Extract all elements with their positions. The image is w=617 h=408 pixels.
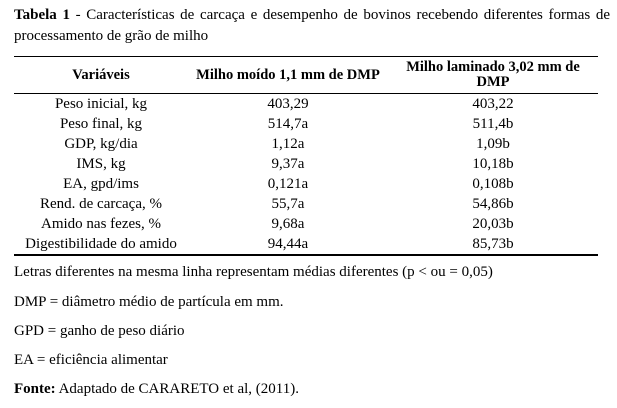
row-label: GDP, kg/dia [64, 136, 138, 152]
data-table [14, 56, 598, 256]
row-label: Peso inicial, kg [54, 96, 148, 112]
value-laminado: 10,18b [472, 156, 514, 172]
row-label: Peso final, kg [59, 116, 143, 132]
value-laminado: 403,22 [472, 96, 514, 112]
source-line [14, 379, 299, 399]
row-label: EA, gpd/ims [63, 176, 139, 192]
value-moido: 514,7a [267, 116, 309, 132]
value-laminado: 85,73b [472, 236, 514, 252]
value-moido: 0,121a [267, 176, 309, 192]
value-moido: 9,37a [271, 156, 305, 172]
source-text: Adaptado de CARARETO et al, (2011). [55, 381, 299, 397]
header-milho-moido: Milho moído 1,1 mm de DMP [196, 66, 380, 83]
value-moido: 9,68a [271, 216, 305, 232]
table-row [14, 194, 598, 214]
value-laminado: 1,09b [476, 136, 510, 152]
table-row [14, 214, 598, 234]
note-letters: Letras diferentes na mesma linha representam médias diferentes (p < ou = 0,05) [14, 264, 493, 280]
value-laminado: 54,86b [472, 196, 514, 212]
table-header-row [14, 57, 598, 94]
value-laminado: 0,108b [472, 176, 514, 192]
row-label: Digestibilidade do amido [25, 236, 177, 252]
value-moido: 1,12a [271, 136, 305, 152]
header-variaveis: Variáveis [72, 66, 130, 83]
caption-label: Tabela 1 [14, 7, 70, 23]
table-caption [14, 5, 610, 47]
table-row [14, 174, 598, 194]
value-moido: 94,44a [267, 236, 309, 252]
row-label: Rend. de carcaça, % [39, 196, 162, 212]
table-row [14, 234, 598, 255]
note-gpd: GPD = ganho de peso diário [14, 323, 185, 339]
row-label: IMS, kg [76, 156, 126, 172]
value-laminado: 511,4b [472, 116, 514, 132]
data-table-container [14, 56, 598, 256]
note-dmp: DMP = diâmetro médio de partícula em mm. [14, 294, 284, 310]
table-row [14, 134, 598, 154]
value-laminado: 20,03b [472, 216, 514, 232]
note-ea: EA = eficiência alimentar [14, 352, 168, 368]
table-row [14, 154, 598, 174]
header-milho-laminado: Milho laminado 3,02 mm de DMP [406, 59, 580, 90]
value-moido: 55,7a [271, 196, 305, 212]
value-moido: 403,29 [267, 96, 309, 112]
row-label: Amido nas fezes, % [41, 216, 161, 232]
table-row [14, 114, 598, 134]
caption-text: - Características de carcaça e desempenho de bovinos recebendo diferentes formas de processamento de grão de milho [14, 7, 610, 44]
table-row [14, 94, 598, 115]
source-label: Fonte: [14, 381, 56, 397]
